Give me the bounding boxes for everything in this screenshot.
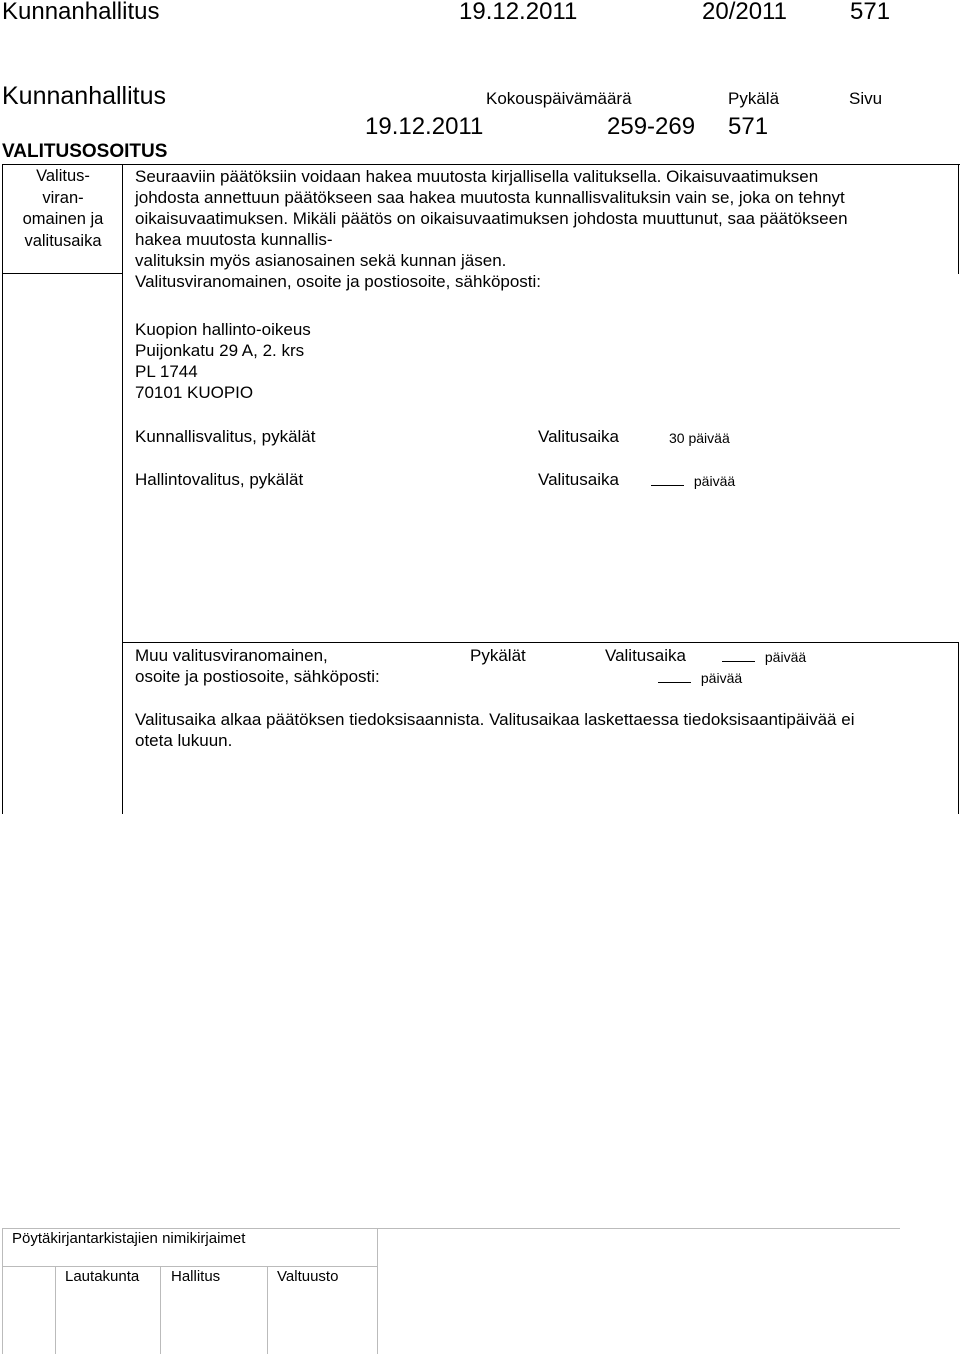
meeting-body: Kunnanhallitus [2, 82, 167, 110]
label-section: Pykälä [728, 89, 780, 108]
meeting-sections: 259-269 [607, 113, 696, 140]
appeal-period-label-administrative: Valitusaika [538, 470, 619, 489]
footer-col-divider [267, 1266, 268, 1354]
sidebar-label [8, 166, 118, 252]
appeal-days-administrative [651, 473, 735, 489]
intro-line: Seuraaviin päätöksiin voidaan hakea muutosta kirjallisella valituksella. Oikaisuvaatimuksen [135, 167, 819, 186]
box-left-border [2, 164, 3, 814]
other-sections-label: Pykälät [470, 646, 526, 665]
other-section-border [122, 642, 959, 643]
other-days-row2 [658, 670, 742, 686]
closing-note [135, 709, 854, 751]
notice-title: VALITUSOSOITUS [2, 141, 168, 162]
other-unit2: päivää [700, 670, 743, 686]
other-unit1: päivää [764, 649, 807, 665]
appeal-days-municipal [669, 430, 730, 446]
page-header-body: Kunnanhallitus [2, 0, 160, 25]
other-days-row1 [722, 649, 806, 665]
days-blank [722, 661, 755, 662]
other-period-label: Valitusaika [605, 646, 686, 665]
footer-title: Pöytäkirjantarkistajien nimikirjaimet [12, 1230, 246, 1247]
label-meeting-date: Kokouspäivämäärä [486, 89, 632, 108]
footer-col-divider [55, 1266, 56, 1354]
appeal-days-value: 30 [669, 430, 685, 446]
appeal-label-municipal: Kunnallisvalitus, pykälät [135, 427, 316, 446]
authority-po-box: PL 1744 [135, 362, 198, 381]
authority-address [135, 319, 311, 403]
sidebar-label-line: viran- [42, 188, 84, 207]
label-page: Sivu [849, 89, 883, 108]
page-header-number: 20/2011 [702, 0, 787, 25]
meeting-page: 571 [728, 113, 769, 140]
footer-col-council: Valtuusto [277, 1268, 339, 1285]
intro-line: oikaisuvaatimuksen. Mikäli päätös on oikaisuvaatimuksen johdosta muuttunut, saa päätökseen [135, 209, 848, 228]
sidebar-label-line: Valitus- [36, 167, 90, 185]
page-header-page: 571 [850, 0, 891, 25]
box-right-border-bottom [958, 642, 959, 814]
intro-line: Valitusviranomainen, osoite ja postiosoite, sähköposti: [135, 272, 542, 291]
sidebar-bottom-border [2, 273, 122, 274]
other-authority-line2: osoite ja postiosoite, sähköposti: [135, 667, 380, 686]
appeal-period-label-municipal: Valitusaika [538, 427, 619, 446]
sidebar-label-line: omainen ja [22, 210, 104, 228]
sidebar-label-line: valitusaika [24, 231, 102, 250]
intro-line: johdosta annettuun päätökseen saa hakea muutosta kunnallisvalituksin vain se, joka on tehnyt [135, 188, 845, 207]
box-right-border-top [958, 164, 959, 274]
authority-name: Kuopion hallinto-oikeus [135, 320, 311, 339]
intro-paragraph [135, 166, 848, 292]
footer-right-border [377, 1228, 378, 1354]
footer-top-border [2, 1228, 900, 1229]
authority-street: Puijonkatu 29 A, 2. krs [135, 341, 305, 360]
closing-line: oteta lukuun. [135, 731, 233, 750]
days-blank [658, 682, 691, 683]
closing-line: Valitusaika alkaa päätöksen tiedoksisaannista. Valitusaikaa laskettaessa tiedoksisaantipäivää ei [135, 710, 855, 729]
box-divider [122, 164, 123, 814]
intro-line: hakea muutosta kunnallis- [135, 230, 333, 249]
intro-line: valituksin myös asianosainen sekä kunnan jäsen. [135, 251, 507, 270]
appeal-days-unit: päivää [688, 430, 730, 446]
days-blank [651, 485, 684, 486]
appeal-days-unit: päivää [693, 473, 736, 489]
box-top-border [2, 164, 960, 165]
footer-col-government: Hallitus [171, 1268, 221, 1285]
footer-left-border [2, 1228, 3, 1354]
footer-col-divider [160, 1266, 161, 1354]
page-header-date: 19.12.2011 [459, 0, 578, 25]
other-authority-line1: Muu valitusviranomainen, [135, 646, 328, 665]
meeting-date: 19.12.2011 [365, 113, 484, 140]
authority-postal: 70101 KUOPIO [135, 383, 254, 402]
appeal-label-administrative: Hallintovalitus, pykälät [135, 470, 304, 489]
footer-mid-border [2, 1266, 378, 1267]
footer-col-board: Lautakunta [65, 1268, 140, 1285]
